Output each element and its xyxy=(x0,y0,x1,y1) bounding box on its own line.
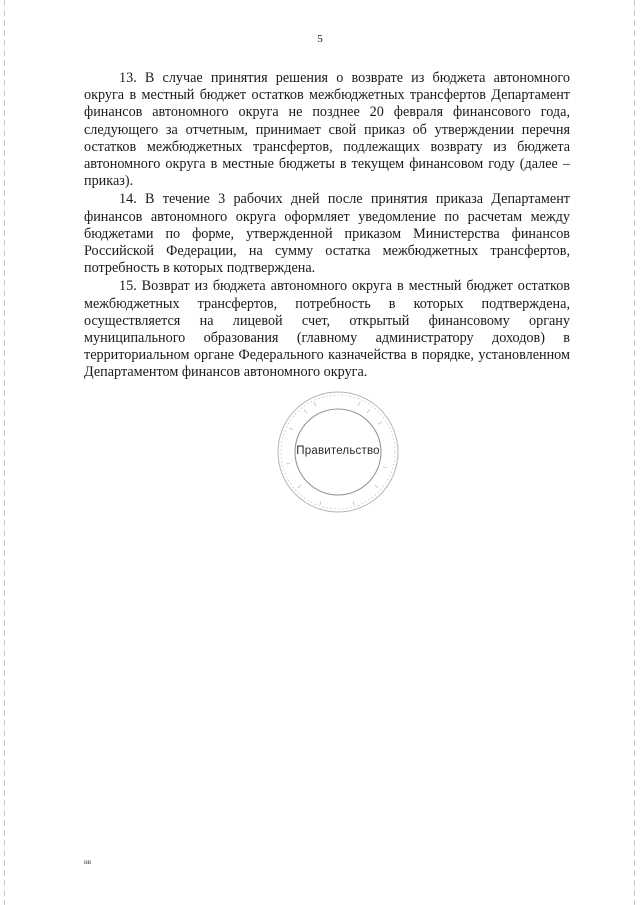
paragraph-13: 13. В случае принятия решения о возврате из бюджета автономного округа в местный бюджет остатков межбюджетных трансфертов Департамент финансов автономного округа не позднее 20 февраля финансового года, следующего за отчетным, принимает свой приказ об утверждении перечня остатков межбюджетных трансфертов, подлежащих возврату из бюджета автономного округа в местные бюджеты в текущем финансовом году (далее – приказ). xyxy=(84,70,570,190)
page-edge-left xyxy=(4,0,5,905)
footer-mark: нв xyxy=(84,858,92,866)
document-body xyxy=(84,70,570,382)
paragraph-15: 15. Возврат из бюджета автономного округа в местный бюджет остатков межбюджетных трансфертов, потребность в которых подтверждена, осуществляется на лицевой счет, открытый финансовому органу муниципального образования (главному администратору доходов) в территориальном органе Федерального казначейства в порядке, установленном Департаментом финансов автономного округа. xyxy=(84,278,570,381)
official-seal-stamp xyxy=(274,388,402,516)
seal-label: Правительство xyxy=(296,445,380,457)
paragraph-14: 14. В течение 3 рабочих дней после принятия приказа Департамент финансов автономного округа оформляет уведомление по расчетам между бюджетами по форме, утвержденной приказом Министерства финансов Российской Федерации, на сумму остатка межбюджетных трансфертов, потребность в которых подтверждена. xyxy=(84,191,570,277)
page-number: 5 xyxy=(317,33,323,45)
page-edge-right xyxy=(634,0,635,905)
